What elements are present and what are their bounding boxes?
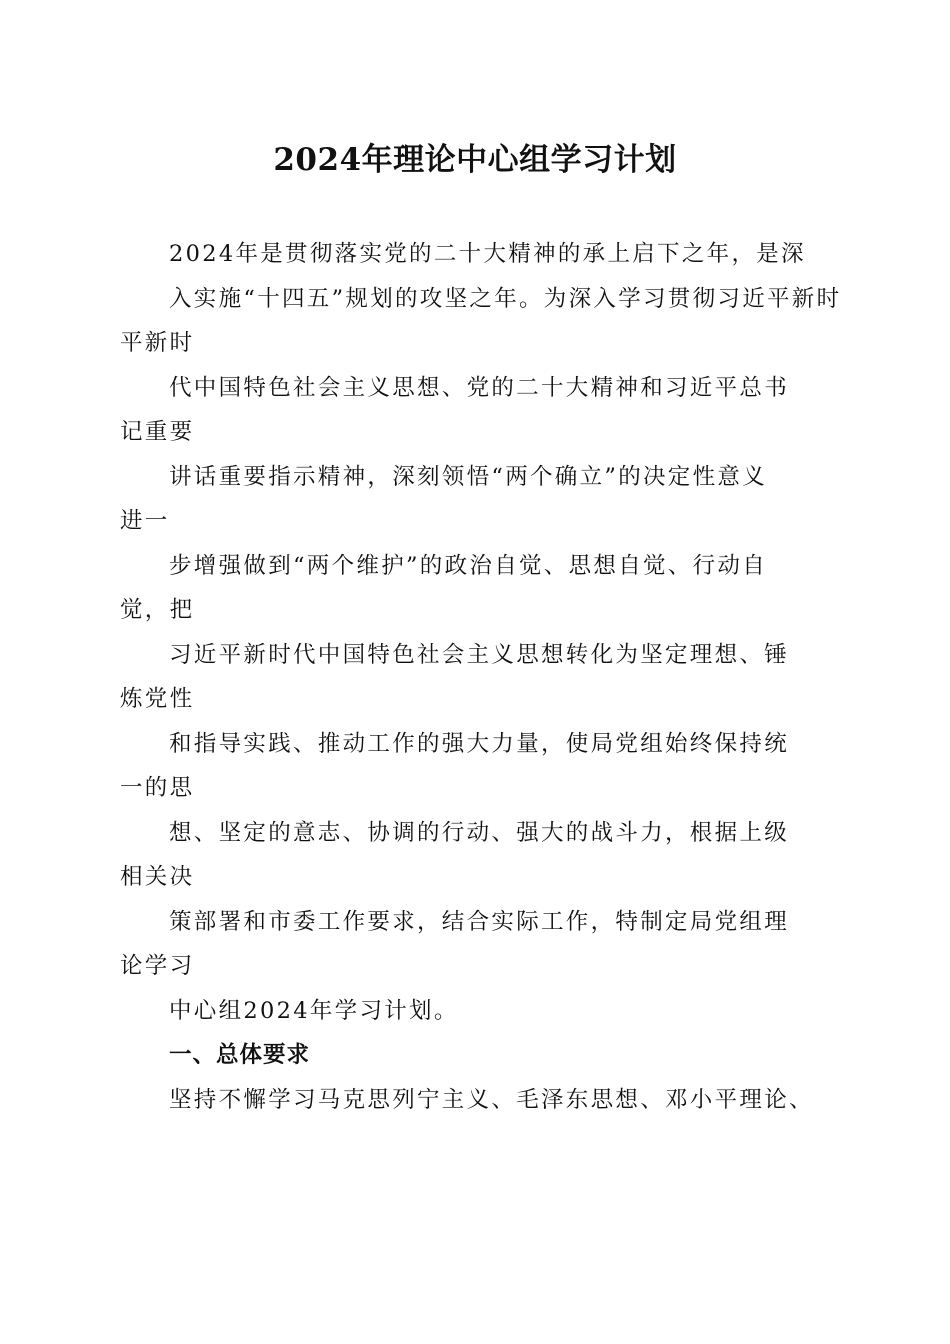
body-line-14: 想、坚定的意志、协调的行动、强大的战斗力，根据上级 <box>169 819 790 846</box>
document-title: 2024年理论中心组学习计划 <box>273 142 677 178</box>
body-line-6: 讲话重要指示精神，深刻领悟“两个确立”的决定性意义 <box>169 463 768 490</box>
body-line-15: 相关决 <box>120 864 195 890</box>
body-line-18: 中心组2024年学习计划。 <box>169 997 459 1024</box>
body-line-5: 记重要 <box>120 419 195 445</box>
body-line-last: 坚持不懈学习马克思列宁主义、毛泽东思想、邓小平理论、 <box>169 1086 814 1113</box>
body-line-13: 一的思 <box>120 775 195 801</box>
body-line-7: 进一 <box>120 508 170 534</box>
body-line-12: 和指导实践、推动工作的强大力量，使局党组始终保持统 <box>169 730 790 757</box>
body-line-16: 策部署和市委工作要求，结合实际工作，特制定局党组理 <box>169 908 790 935</box>
body-line-3: 平新时 <box>120 330 195 356</box>
body-line-11: 炼党性 <box>120 686 195 712</box>
body-line-10: 习近平新时代中国特色社会主义思想转化为坚定理想、锤 <box>169 641 790 668</box>
section-heading: 一、总体要求 <box>169 1042 311 1068</box>
body-line-17: 论学习 <box>120 953 195 979</box>
body-line-9: 觉，把 <box>120 597 195 623</box>
document-body <box>120 232 842 1122</box>
body-line-4: 代中国特色社会主义思想、党的二十大精神和习近平总书 <box>169 374 790 401</box>
body-line-8: 步增强做到“两个维护”的政治自觉、思想自觉、行动自 <box>169 552 768 579</box>
body-line-2: 入实施“十四五”规划的攻坚之年。为深入学习贯彻习近平新时 <box>169 285 842 312</box>
body-line-1: 2024年是贯彻落实党的二十大精神的承上启下之年，是深 <box>169 241 806 267</box>
